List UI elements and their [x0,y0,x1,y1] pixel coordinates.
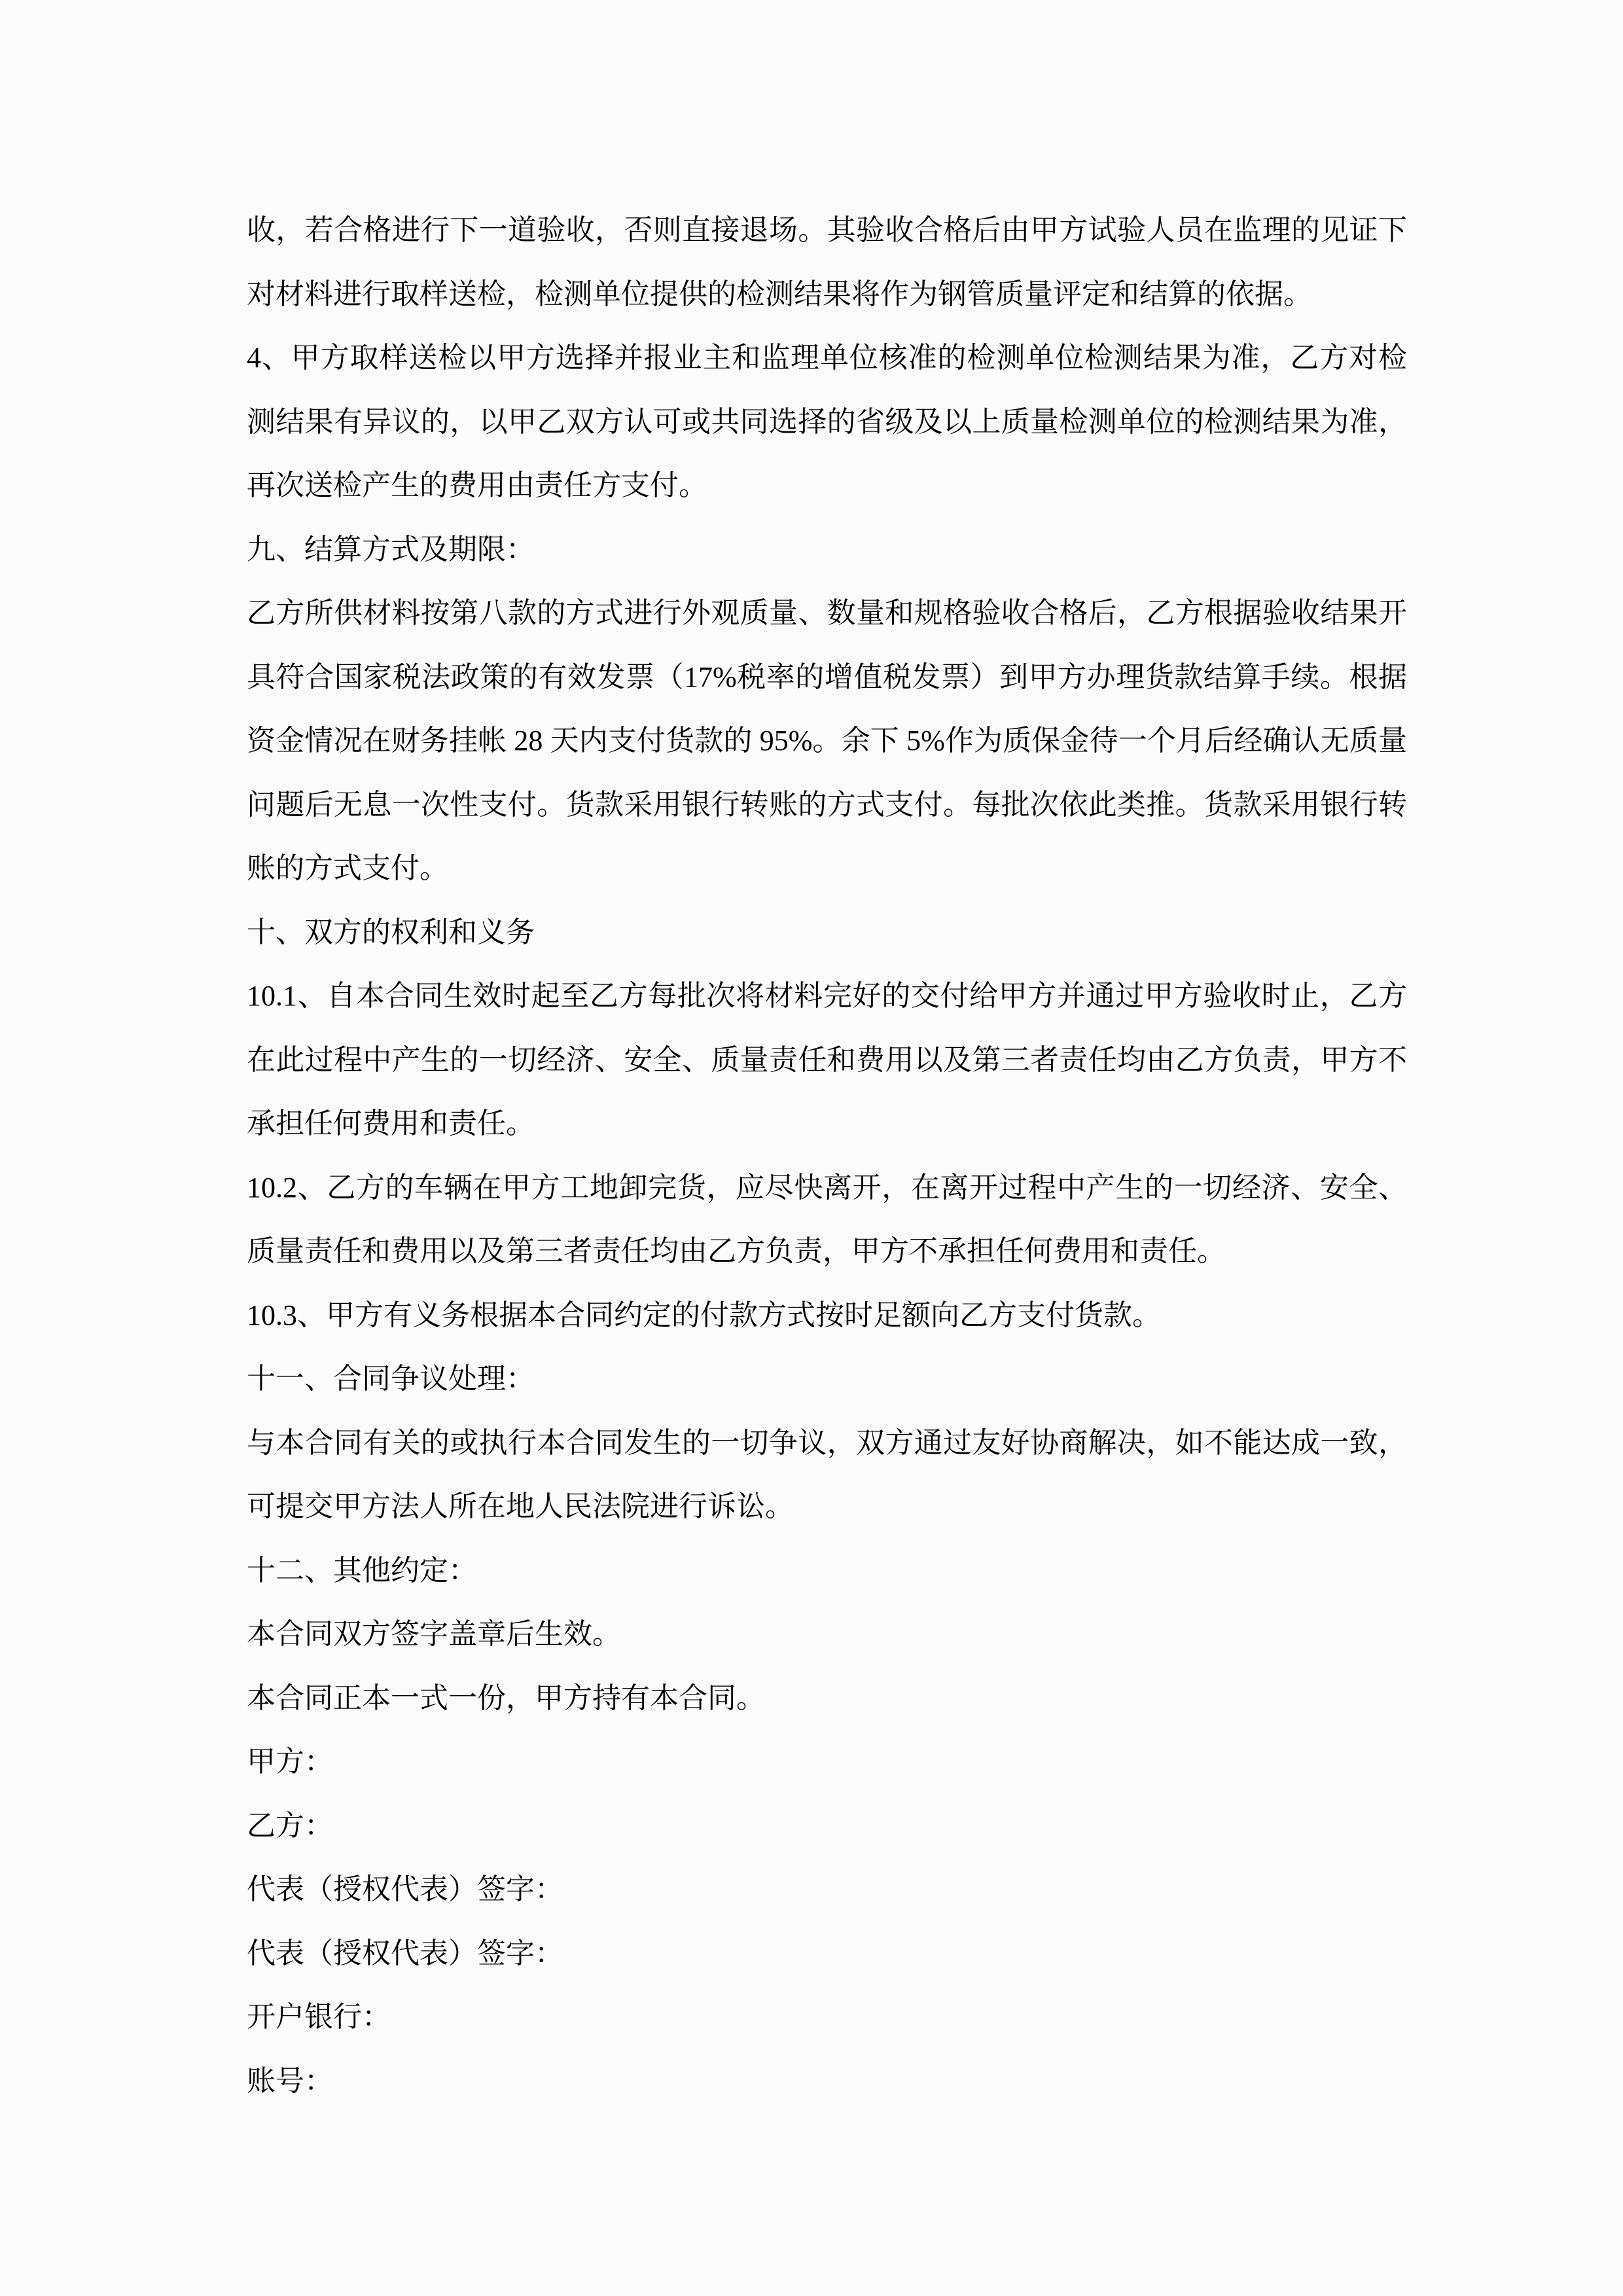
document-line: 再次送检产生的费用由责任方支付。 [247,469,707,501]
document-line: 4、甲方取样送检以甲方选择并报业主和监理单位核准的检测单位检测结果为准，乙方对检 [247,342,1407,374]
document-line: 在此过程中产生的一切经济、安全、质量责任和费用以及第三者责任均由乙方负责，甲方不 [247,1043,1407,1076]
document-line: 10.2、乙方的车辆在甲方工地卸完货，应尽快离开，在离开过程中产生的一切经济、安全、 [247,1171,1407,1204]
document-line: 开户银行： [247,2001,391,2033]
document-line: 10.1、自本合同生效时起至乙方每批次将材料完好的交付给甲方并通过甲方验收时止，乙方 [247,980,1407,1012]
document-line: 乙方： [247,1809,333,1842]
document-line: 具符合国家税法政策的有效发票（17%税率的增值税发票）到甲方办理货款结算手续。根据 [247,660,1407,693]
document-line: 测结果有异议的，以甲乙双方认可或共同选择的省级及以上质量检测单位的检测结果为准， [247,405,1407,438]
document-line: 对材料进行取样送检，检测单位提供的检测结果将作为钢管质量评定和结算的依据。 [247,278,1312,310]
contract-text-block [247,198,1407,2113]
document-line: 十一、合同争议处理： [247,1363,535,1395]
document-line: 代表（授权代表）签字： [247,1937,563,1969]
document-line: 十、双方的权利和义务 [247,916,535,948]
document-line: 本合同双方签字盖章后生效。 [247,1618,621,1650]
document-line: 承担任何费用和责任。 [247,1107,535,1139]
document-line: 九、结算方式及期限： [247,533,535,565]
document-line: 账的方式支付。 [247,852,448,884]
document-line: 问题后无息一次性支付。货款采用银行转账的方式支付。每批次依此类推。货款采用银行转 [247,788,1407,821]
document-line: 十二、其他约定： [247,1554,477,1587]
document-line: 本合同正本一式一份，甲方持有本合同。 [247,1681,765,1714]
document-line: 甲方： [247,1746,333,1778]
document-line: 收，若合格进行下一道验收，否则直接退场。其验收合格后由甲方试验人员在监理的见证下 [247,214,1407,246]
document-line: 资金情况在财务挂帐 28 天内支付货款的 95%。余下 5%作为质保金待一个月后经确认无质量 [247,725,1407,757]
document-line: 10.3、甲方有义务根据本合同约定的付款方式按时足额向乙方支付货款。 [247,1299,1161,1331]
document-line: 质量责任和费用以及第三者责任均由乙方负责，甲方不承担任何费用和责任。 [247,1235,1226,1267]
document-line: 乙方所供材料按第八款的方式进行外观质量、数量和规格验收合格后，乙方根据验收结果开 [247,597,1407,629]
document-line: 账号： [247,2064,333,2097]
document-line: 可提交甲方法人所在地人民法院进行诉讼。 [247,1490,794,1522]
document-line: 代表（授权代表）签字： [247,1873,563,1905]
document-line: 与本合同有关的或执行本合同发生的一切争议，双方通过友好协商解决，如不能达成一致， [247,1426,1407,1459]
